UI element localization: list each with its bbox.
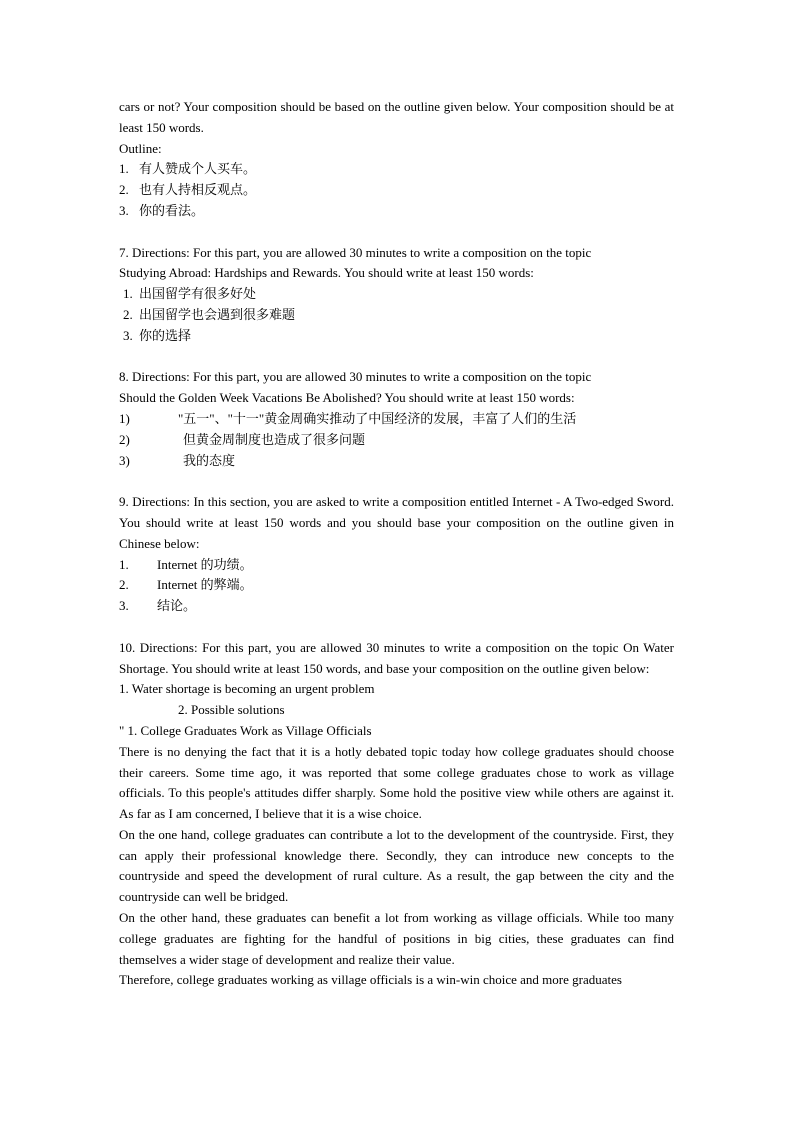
outline-item-text: "五一"、"十一"黄金周确实推动了中国经济的发展，丰富了人们的生活 <box>178 410 577 426</box>
spacer <box>119 471 674 492</box>
spacer <box>119 222 674 243</box>
outline-item-number: 2. <box>119 577 129 593</box>
q9-outline-item <box>119 575 674 596</box>
q9-directions: 9. Directions: In this section, you are asked to write a composition entitled Internet - A Two-edged Sword. You should write at least 150 words and you should base your composition on the outline given in Chinese below: <box>119 494 674 551</box>
essay-title: " 1. College Graduates Work as Village Officials <box>119 722 372 738</box>
outline-item-text: 也有人持相反观点。 <box>139 182 257 198</box>
outline-item-text: 结论。 <box>157 598 197 614</box>
outline-item-text: 你的选择 <box>139 327 192 343</box>
q7-outline-item <box>119 284 674 305</box>
essay-paragraph-3: On the other hand, these graduates can benefit a lot from working as village officials. While too many college graduates are fighting for the handful of positions in big cities, these graduates can find themselves a wider stage of development and realize their value. <box>119 910 674 967</box>
outline-item <box>119 159 674 180</box>
q10-outline-item-1: 1. Water shortage is becoming an urgent problem <box>119 681 375 697</box>
q10-directions: 10. Directions: For this part, you are allowed 30 minutes to write a composition on the topic On Water Shortage. You should write at least 150 words, and base your composition on the outline given below: <box>119 639 674 676</box>
outline-item-text: Internet 的弊端。 <box>157 577 253 593</box>
outline-item-text: 出国留学有很多好处 <box>139 286 257 302</box>
outline-item-number: 3) <box>119 452 130 468</box>
outline-item-number: 2) <box>119 431 130 447</box>
outline-item <box>119 201 674 222</box>
outline-item-number: 1. <box>123 286 133 302</box>
q8-outline-item <box>119 430 674 451</box>
outline-item-text: Internet 的功绩。 <box>157 556 253 572</box>
q8-directions-line1: 8. Directions: For this part, you are allowed 30 minutes to write a composition on the topic <box>119 369 592 385</box>
outline-item <box>119 180 674 201</box>
outline-item-text: 我的态度 <box>183 452 236 468</box>
spacer <box>119 617 674 638</box>
q10-outline-item-2: 2. Possible solutions <box>178 702 285 718</box>
outline-item-number: 1) <box>119 410 130 426</box>
essay-paragraph-2: On the one hand, college graduates can contribute a lot to the development of the countryside. First, they can apply their professional knowledge there. Secondly, they can introduce new concepts to the countryside and speed the development of rural culture. As a result, the gap between the city and the countryside can well be bridged. <box>119 826 674 905</box>
q8-outline-item <box>119 409 674 430</box>
q7-directions-line1: 7. Directions: For this part, you are allowed 30 minutes to write a composition on the topic <box>119 244 592 260</box>
outline-item-number: 3. <box>119 598 129 614</box>
outline-item-text: 你的看法。 <box>139 202 205 218</box>
q8-outline-item <box>119 451 674 472</box>
outline-item-text: 但黄金周制度也造成了很多问题 <box>183 431 366 447</box>
spacer <box>119 347 674 368</box>
q7-directions-line2: Studying Abroad: Hardships and Rewards. You should write at least 150 words: <box>119 265 534 281</box>
document-body <box>119 97 674 991</box>
q9-outline-item <box>119 596 674 617</box>
outline-item-text: 出国留学也会遇到很多难题 <box>139 306 296 322</box>
q7-outline-item <box>119 305 674 326</box>
essay-paragraph-1: There is no denying the fact that it is a hotly debated topic today how college graduates should choose their careers. Some time ago, it was reported that some college graduates chose to work as village officials. To this people's attitudes differ sharply. Some hold the positive view while others are against it. As far as I am concerned, I believe that it is a wise choice. <box>119 743 674 822</box>
outline-label: Outline: <box>119 140 162 156</box>
q8-directions-line2: Should the Golden Week Vacations Be Abolished? You should write at least 150 words: <box>119 390 575 406</box>
outline-item-number: 1. <box>119 161 129 177</box>
outline-item-number: 2. <box>119 182 129 198</box>
q7-outline-item <box>119 326 674 347</box>
outline-item-number: 3. <box>119 202 129 218</box>
outline-item-text: 有人赞成个人买车。 <box>139 161 257 177</box>
intro-paragraph: cars or not? Your composition should be based on the outline given below. Your composition should be at least 150 words. <box>119 99 674 135</box>
outline-item-number: 1. <box>119 556 129 572</box>
q9-outline-item <box>119 555 674 576</box>
essay-paragraph-4: Therefore, college graduates working as village officials is a win-win choice and more graduates <box>119 972 622 988</box>
outline-item-number: 2. <box>123 306 133 322</box>
outline-item-number: 3. <box>123 327 133 343</box>
